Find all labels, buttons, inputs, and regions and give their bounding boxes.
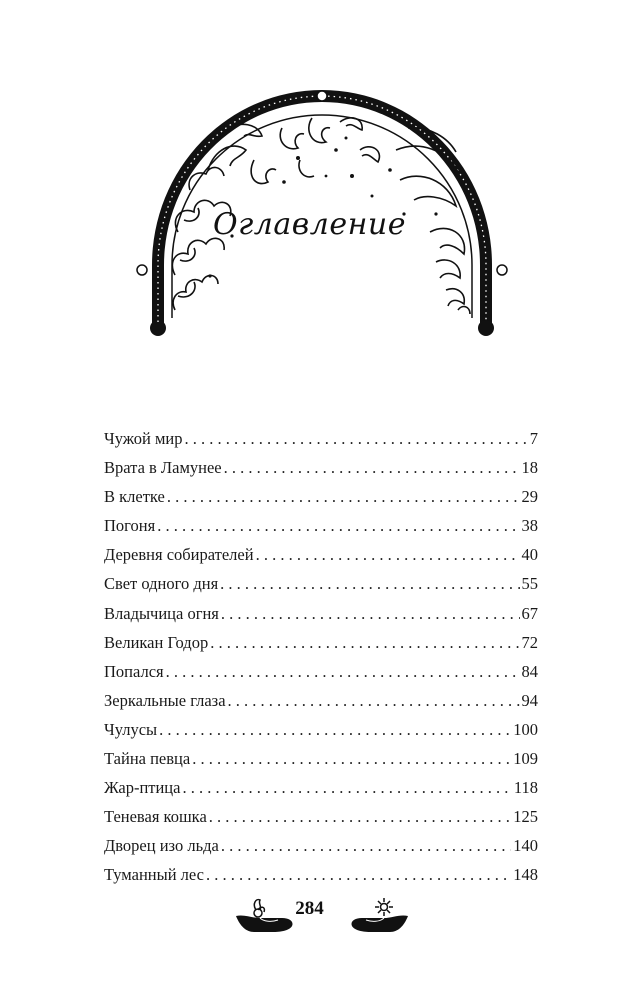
toc-entry-title: В клетке <box>104 487 165 507</box>
toc-entry[interactable] <box>104 744 538 773</box>
toc-entry-title: Свет одного дня <box>104 574 219 594</box>
toc-entry[interactable] <box>104 628 538 657</box>
toc-entry-page: 100 <box>513 719 538 739</box>
decorative-arch <box>0 0 619 360</box>
toc-entry-title: Теневая кошка <box>104 807 207 827</box>
dot-leader <box>210 628 519 657</box>
toc-entry-title: Дворец изо льда <box>104 836 219 856</box>
dot-leader <box>206 860 511 889</box>
dot-leader <box>182 773 511 802</box>
dot-leader <box>220 569 519 598</box>
table-of-contents <box>104 424 538 890</box>
toc-entry-title: Тайна певца <box>104 749 191 769</box>
toc-entry[interactable] <box>104 511 538 540</box>
arch-end-right <box>478 320 494 336</box>
toc-entry-title: Зеркальные глаза <box>104 690 226 710</box>
dot-leader <box>228 686 520 715</box>
toc-entry[interactable] <box>104 599 538 628</box>
page-footer <box>0 896 619 936</box>
dot-leader <box>184 424 527 453</box>
arch-bead-left <box>137 265 147 275</box>
toc-entry-page: 67 <box>521 603 538 623</box>
toc-entry[interactable] <box>104 424 538 453</box>
toc-entry-title: Великан Годор <box>104 632 209 652</box>
dot-leader <box>157 511 519 540</box>
toc-entry[interactable] <box>104 482 538 511</box>
arch-bead-top <box>317 91 327 101</box>
toc-entry-page: 140 <box>513 836 538 856</box>
toc-entry[interactable] <box>104 686 538 715</box>
toc-entry-title: Туманный лес <box>104 865 204 885</box>
dot-leader <box>166 657 520 686</box>
toc-entry-page: 109 <box>513 749 538 769</box>
dot-leader <box>167 482 520 511</box>
dot-leader <box>209 802 511 831</box>
toc-entry[interactable] <box>104 453 538 482</box>
toc-entry-page: 29 <box>521 487 538 507</box>
toc-entry[interactable] <box>104 831 538 860</box>
toc-entry[interactable] <box>104 569 538 598</box>
toc-entry-page: 55 <box>521 574 538 594</box>
toc-entry[interactable] <box>104 860 538 889</box>
toc-entry-title: Чужой мир <box>104 429 183 448</box>
toc-entry-title: Деревня собирателей <box>104 545 254 565</box>
toc-entry[interactable] <box>104 657 538 686</box>
page-title: Оглавление <box>213 207 406 242</box>
toc-entry-title: Врата в Ламунее <box>104 458 222 478</box>
dot-leader <box>221 831 511 860</box>
toc-entry[interactable] <box>104 802 538 831</box>
toc-entry-page: 125 <box>513 807 538 827</box>
toc-entry-page: 18 <box>521 458 538 478</box>
toc-entry-title: Чулусы <box>104 719 158 739</box>
toc-entry-title: Погоня <box>104 516 156 536</box>
dot-leader <box>221 599 520 628</box>
toc-entry-page: 40 <box>521 545 538 565</box>
toc-entry-title: Жар-птица <box>104 778 181 798</box>
arch-bead-right <box>497 265 507 275</box>
dot-leader <box>224 453 520 482</box>
toc-entry-title: Попался <box>104 661 164 681</box>
toc-entry-title: Владычица огня <box>104 603 219 623</box>
toc-entry-page: 84 <box>521 661 538 681</box>
toc-entry-page: 94 <box>521 690 538 710</box>
page-number: 284 <box>295 898 324 919</box>
toc-entry-page: 72 <box>521 632 538 652</box>
toc-entry-page: 7 <box>529 429 538 448</box>
dot-leader <box>192 744 511 773</box>
dot-leader <box>159 715 511 744</box>
toc-entry[interactable] <box>104 773 538 802</box>
toc-entry-page: 38 <box>521 516 538 536</box>
hand-holding-sun-icon <box>346 896 410 936</box>
toc-entry[interactable] <box>104 540 538 569</box>
dot-leader <box>256 540 520 569</box>
toc-entry-page: 148 <box>513 865 538 885</box>
arch-end-left <box>150 320 166 336</box>
arch-ornament-svg <box>0 0 619 360</box>
toc-entry[interactable] <box>104 715 538 744</box>
toc-entry-page: 118 <box>513 778 538 798</box>
